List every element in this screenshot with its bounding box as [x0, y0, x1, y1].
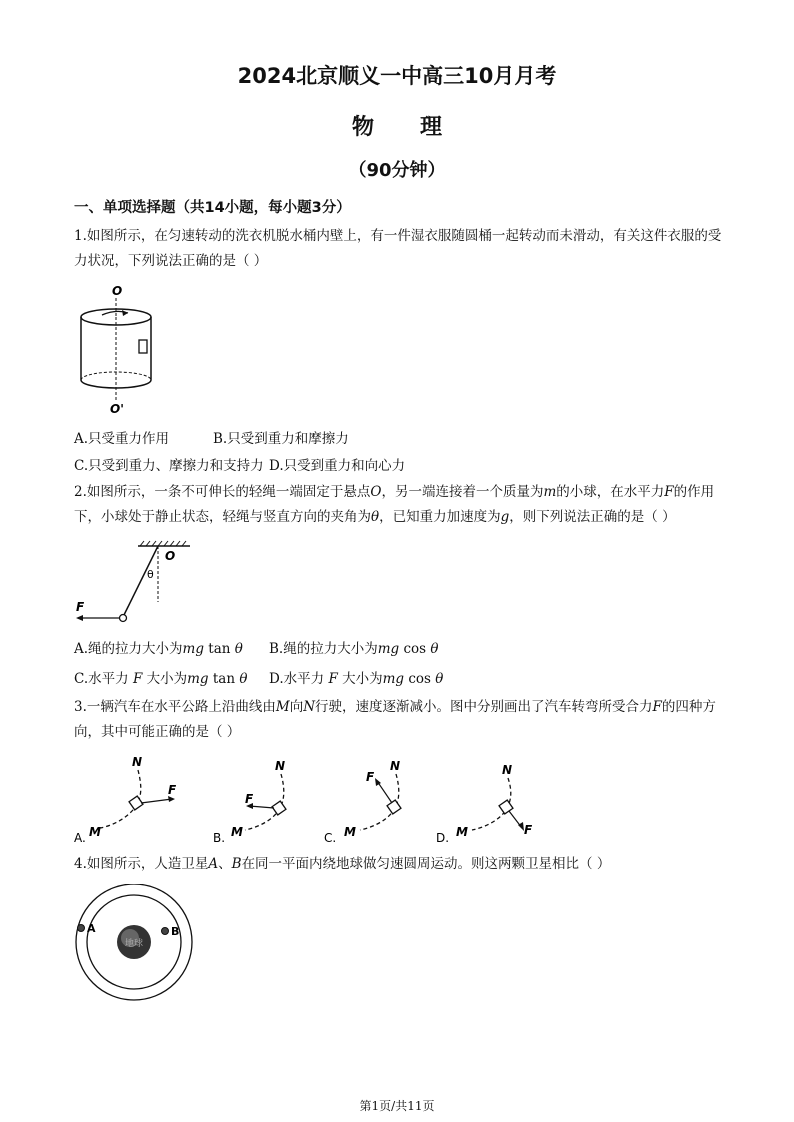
q3-figure-d: [434, 748, 546, 846]
q3-c-car: [387, 800, 401, 814]
q3-c-label-n: N: [390, 759, 401, 773]
q3-d-label-m: M: [456, 825, 468, 839]
q3-label-b: B.: [213, 831, 226, 845]
q3-d-label-f: F: [524, 823, 533, 837]
q3-figure-c: [322, 748, 434, 846]
q3-figure-b: [211, 748, 321, 846]
q2-fig-label-o: O: [165, 549, 176, 563]
subject-char-1: 物: [351, 115, 374, 140]
q3-a-label-n: N: [132, 755, 143, 769]
q4-satellite-b: [162, 928, 169, 935]
exam-title: 2024北京顺义一中高三10月月考: [237, 64, 557, 88]
q3-c-force: [377, 781, 392, 803]
question-2-text: 2.如图所示，一条不可伸长的轻绳一端固定于悬点O，另一端连接着一个质量为m的小球，在水平力F的作用下，小球处于静止状态，轻绳与竖直方向的夹角为θ，已知重力加速度为g，则下列说法正确的是（ ）: [74, 484, 715, 525]
q3-a-force: [141, 799, 172, 803]
q4-label-b: B: [171, 925, 180, 938]
q3-b-label-m: M: [231, 825, 243, 839]
subject-title: [0, 110, 794, 141]
question-4-text: 4.如图所示，人造卫星A、B在同一平面内绕地球做匀速圆周运动。则这两颗卫星相比（ ）: [74, 856, 611, 872]
q2-option-b: B.绳的拉力大小为mg cos θ: [269, 641, 439, 657]
q1-option-d: D.只受到重力和向心力: [269, 458, 406, 474]
q3-b-car: [272, 801, 286, 815]
q3-a-car: [129, 796, 143, 810]
q1-option-c: C.只受到重力、摩擦力和支持力: [74, 458, 264, 474]
q2-pendulum-figure: [72, 538, 202, 630]
q2-fig-label-theta: θ: [147, 568, 154, 581]
exam-duration: （90分钟）: [348, 160, 446, 181]
q3-label-d: D.: [436, 831, 450, 845]
subject-char-2: 理: [420, 115, 443, 140]
q3-a-label-f: F: [168, 783, 177, 797]
q3-a-label-m: M: [89, 825, 101, 839]
q3-c-label-f: F: [366, 770, 375, 784]
q1-rotation-arrowhead: [122, 310, 128, 316]
q2-force-arrowhead: [76, 615, 83, 621]
q4-satellite-figure: [72, 884, 212, 1004]
q3-d-label-n: N: [502, 763, 513, 777]
q1-clothes-icon: [139, 340, 147, 353]
q4-satellite-a: [78, 925, 85, 932]
question-3-text: 3.一辆汽车在水平公路上沿曲线由M向N行驶，速度逐渐减小。图中分别画出了汽车转弯所受合力F的四种方向，其中可能正确的是（ ）: [74, 699, 716, 740]
q2-option-c: C.水平力 F 大小为mg tan θ: [74, 671, 248, 687]
q3-d-car: [499, 800, 513, 814]
q2-fig-label-f: F: [76, 600, 85, 614]
q4-earth-label: 地球: [124, 939, 144, 949]
section-heading: 一、单项选择题（共14小题，每小题3分）: [74, 200, 351, 216]
q3-label-a: A.: [74, 831, 86, 845]
q1-fig-label-o-prime: O': [110, 402, 124, 416]
q3-c-label-m: M: [344, 825, 356, 839]
q4-label-a: A: [87, 922, 96, 935]
q2-ball: [120, 615, 127, 622]
q2-option-a: A.绳的拉力大小为mg tan θ: [74, 641, 243, 657]
q1-option-a: A.只受重力作用: [74, 431, 170, 447]
q2-option-d: D.水平力 F 大小为mg cos θ: [269, 671, 444, 687]
q3-b-label-f: F: [245, 792, 254, 806]
q1-option-b: B.只受到重力和摩擦力: [213, 431, 349, 447]
question-1-text: 1.如图所示，在匀速转动的洗衣机脱水桶内壁上，有一件湿衣服随圆桶一起转动而未滑动，有关这件衣服的受力状况，下列说法正确的是（ ）: [74, 228, 722, 269]
q3-b-label-n: N: [275, 759, 286, 773]
q3-label-c: C.: [324, 831, 337, 845]
q3-figure-a: [72, 748, 192, 846]
q1-fig-label-o: O: [112, 284, 123, 298]
page-number: 第1页/共11页: [359, 1099, 435, 1113]
q1-spin-dryer-figure: [72, 282, 172, 417]
q2-rope: [123, 546, 158, 617]
